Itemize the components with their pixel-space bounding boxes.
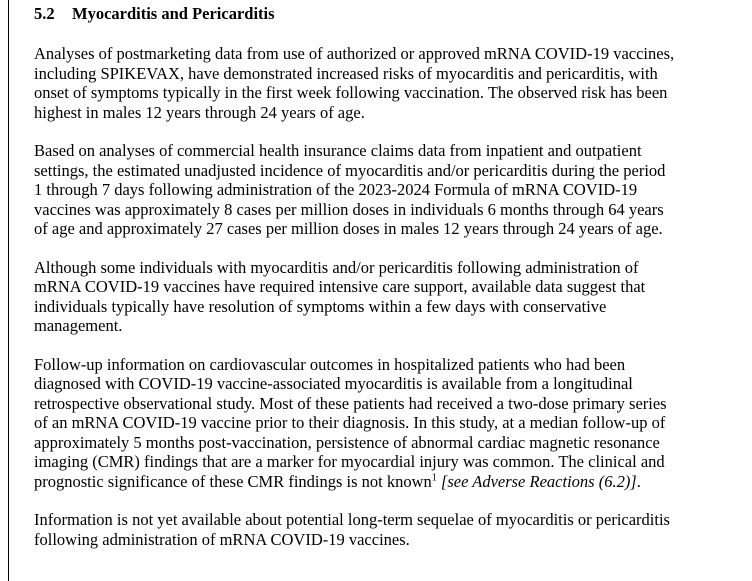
text-line-with-reference (34, 472, 742, 492)
text-line: vaccines was approximately 8 cases per million doses in individuals 6 months through 64 years (34, 199, 664, 219)
paragraph-claims-data-incidence (34, 141, 742, 239)
sentence-end: . (636, 471, 641, 491)
section-heading (34, 4, 742, 24)
text-line: following administration of mRNA COVID-19 vaccines. (34, 529, 410, 549)
text-line: 1 through 7 days following administration of the 2023-2024 Formula of mRNA COVID-19 (34, 180, 638, 199)
document-body (34, 4, 742, 568)
text-line: Follow-up information on cardiovascular outcomes in hospitalized patients who had been (34, 354, 626, 374)
text-line: Analyses of postmarketing data from use of authorized or approved mRNA COVID-19 vaccines, (34, 44, 675, 63)
text-line: Based on analyses of commercial health insurance claims data from inpatient and outpatient (34, 141, 642, 160)
text-line: of an mRNA COVID-19 vaccine prior to their diagnosis. In this study, at a median follow-up of (34, 413, 666, 432)
text-line: including SPIKEVAX, have demonstrated increased risks of myocarditis and pericarditis, with (34, 63, 658, 83)
text-line: settings, the estimated unadjusted incidence of myocarditis and/or pericarditis during the period (34, 160, 666, 180)
left-margin-rule (8, 0, 9, 581)
section-title: Myocarditis and Pericarditis (72, 4, 275, 23)
last-line-text: prognostic significance of these CMR findings is not known (34, 471, 432, 491)
text-line: mRNA COVID-19 vaccines have required intensive care support, available data suggest that (34, 277, 646, 296)
text-line: Information is not yet available about potential long-term sequelae of myocarditis or pericarditis (34, 510, 670, 529)
section-number: 5.2 (34, 4, 55, 23)
paragraph-postmarketing-risk (34, 44, 742, 122)
paragraph-follow-up-outcomes (34, 355, 742, 492)
paragraph-long-term-sequelae (34, 510, 742, 549)
text-line: approximately 5 months post-vaccination, persistence of abnormal cardiac magnetic resonance (34, 432, 660, 452)
text-line: individuals typically have resolution of symptoms within a few days with conservative (34, 296, 607, 316)
footnote-marker: 1 (431, 472, 437, 483)
text-line: management. (34, 316, 123, 335)
text-line: retrospective observational study. Most of these patients had received a two-dose primary series (34, 393, 667, 413)
cross-reference-adverse-reactions: [see Adverse Reactions (6.2)] (440, 471, 637, 491)
text-line: diagnosed with COVID-19 vaccine-associated myocarditis is available from a longitudinal (34, 374, 633, 393)
text-line: of age and approximately 27 cases per million doses in males 12 years through 24 years of age. (34, 219, 663, 238)
text-line: imaging (CMR) findings that are a marker for myocardial injury was common. The clinical and (34, 452, 665, 471)
paragraph-intensive-care (34, 258, 742, 336)
text-line: Although some individuals with myocarditis and/or pericarditis following administration of (34, 257, 639, 277)
text-line: highest in males 12 years through 24 years of age. (34, 102, 365, 122)
text-line: onset of symptoms typically in the first week following vaccination. The observed risk has been (34, 83, 668, 102)
